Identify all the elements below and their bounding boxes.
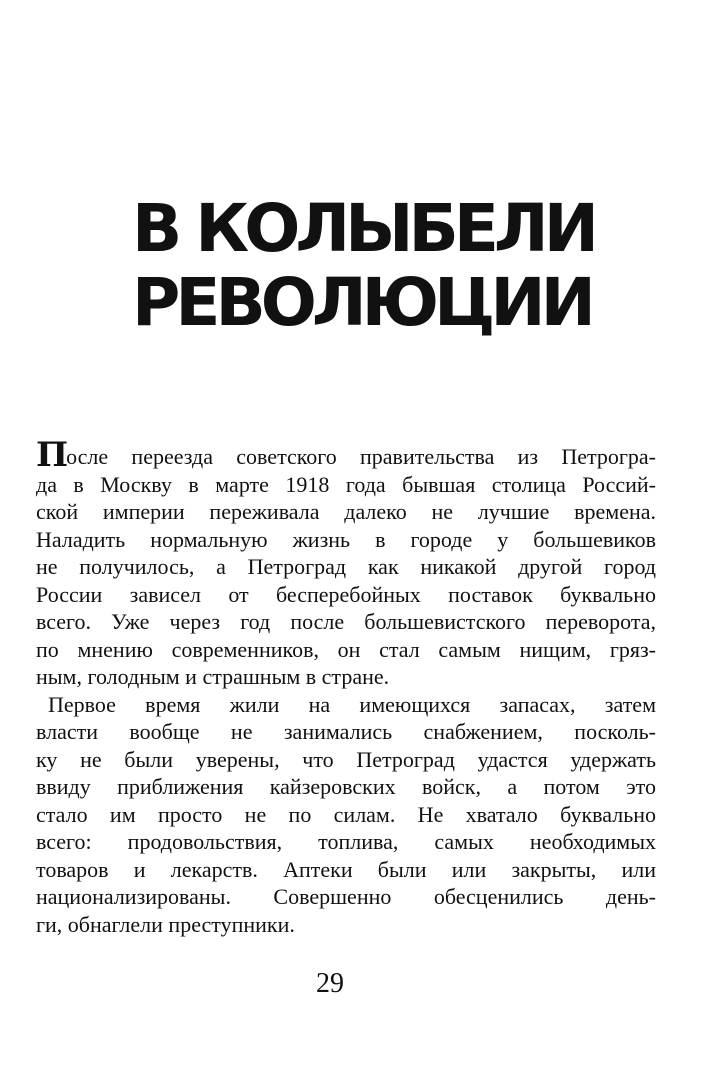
paragraph-line: ку не были уверены, что Петроград удастся удержать (36, 746, 656, 772)
chapter-title-line-2: РЕВОЛЮЦИИ (132, 264, 591, 341)
paragraph-line-text: осле переезда советского правительства из Петрогра- (66, 444, 656, 469)
paragraph-line: ным, голодным и страшным в стране. (36, 664, 390, 689)
paragraph-line: стало им просто не по силам. Не хватало буквально (36, 801, 656, 827)
body-text (36, 435, 656, 938)
paragraph-line: товаров и лекарств. Аптеки были или закрыты, или (36, 856, 656, 882)
drop-cap: П (36, 435, 67, 475)
paragraph-line: не получилось, а Петроград как никакой другой город (36, 554, 656, 579)
paragraph-line: национализированы. Совершенно обесценились день- (36, 884, 656, 909)
paragraph-line: всего. Уже через год после большевистского переворота, (36, 609, 656, 634)
chapter-title-line-1: В КОЛЫБЕЛИ (132, 190, 594, 267)
paragraph-line: да в Москву в марте 1918 года бывшая столица Россий- (36, 471, 656, 497)
paragraph-line: ввиду приближения кайзеровских войск, а потом это (36, 774, 656, 799)
paragraph-1 (36, 435, 656, 691)
paragraph-line: ской империи переживала далеко не лучшие времена. (36, 499, 656, 524)
page-number: 29 (316, 968, 344, 999)
paragraph-line: Наладить нормальную жизнь в городе у большевиков (36, 526, 656, 552)
paragraph-line: всего: продовольствия, топлива, самых необходимых (36, 829, 656, 854)
paragraph-line: по мнению современников, он стал самым нищим, гряз- (36, 636, 656, 662)
paragraph-2 (36, 691, 656, 939)
paragraph-line: ги, обнаглели преступники. (36, 911, 295, 937)
paragraph-line: власти вообще не занимались снабжением, посколь- (36, 719, 656, 744)
chapter-title (132, 192, 612, 340)
paragraph-line: России зависел от бесперебойных поставок буквально (36, 581, 656, 607)
paragraph-line: Первое время жили на имеющихся запасах, затем (48, 691, 656, 717)
paragraph-line (36, 435, 656, 475)
